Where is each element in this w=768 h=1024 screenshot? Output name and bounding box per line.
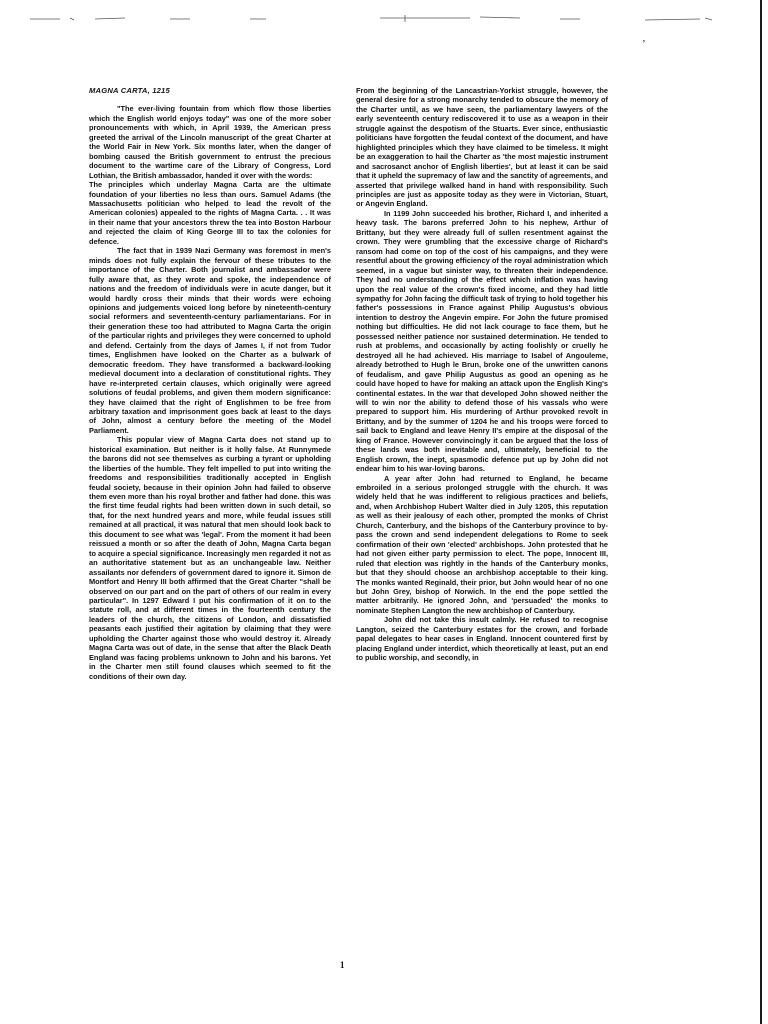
scan-mark: ʼ	[642, 38, 646, 50]
paragraph: "The ever-living fountain from which flow those liberties which the English world enjoys today" was one of the more sober pronouncements with which, in April 1939, the American press greeted the arrival of the Lincoln manuscript of the great Charter at the World Fair in New York. Six months later, when the danger of bombing caused the British government to entrust the precious document to the wartime care of the Library of Congress, Lord Lothian, the British ambassador, handed it over with the words:	[89, 104, 331, 180]
paragraph: A year after John had returned to England, he became embroiled in a serious prolonged struggle with the church. It was widely held that he was indifferent to religious practices and beliefs, and, when Archbishop Hubert Walter died in July 1205, this reputation as well as their jealousy of each other, prompted the monks of Christ Church, Canterbury, and the bishops of the Canterbury province to by-pass the crown and send independent delegations to Rome to seek confirmation of their own 'elected' archbishops. John protested that he had not given either party permission to elect. The pope, Innocent III, ruled that election was rightly in the hands of the Canterbury monks, but that they should choose an archbishop acceptable to their king. The monks wanted Reginald, their prior, but John would hear of no one but John Grey, bishop of Norwich. In the end the pope settled the matter arbitrarily. He ignored John, and 'persuaded' the monks to nominate Stephen Langton the new archbishop of Canterbury.	[356, 473, 608, 615]
left-column	[89, 86, 331, 681]
page-number: 1	[340, 960, 345, 970]
paragraph: The fact that in 1939 Nazi Germany was foremost in men's minds does not fully explain the fervour of these tributes to the importance of the Charter. Both journalist and ambassador were fully aware that, as they wrote and spoke, the independence of nations and the freedom of individuals were in acute danger, but it would hardly cross their minds that their words were echoing opinions and judgements voiced long before by nineteenth-century social reformers and seventeenth-century parliamentarians. For in their generation these too had attributed to Magna Carta the origin of the particular rights and privileges they were concerned to uphold and defend. Certainly from the days of James I, if not from Tudor times, Englishmen have looked on the Charter as a bulwark of democratic freedom. They have transformed a backward-looking medieval document into a declaration of constitutional rights. They have re-interpreted certain clauses, which originally were agreed solutions of feudal problems, and given them modern significance: they have claimed that the right of Englishmen to be free from arbitrary taxation and imprisonment goes back at least to the days of John, almost a century before the meeting of the Model Parliament.	[89, 246, 331, 435]
paragraph: In 1199 John succeeded his brother, Richard I, and inherited a heavy task. The barons preferred John to his nephew, Arthur of Brittany, but they were already full of sullen resentment against the crown. They were grumbling that the excessive charge of Richard's ransom had come on top of the cost of his campaigns, and they were resentful about the growing efficiency of the royal administration which seemed, in a vague but sinister way, to threaten their independence. They had no understanding of the effect which inflation was having upon the real value of the crown's fixed income, and they had little sympathy for John facing the difficult task of trying to hold together his father's possessions in France against Philip Augustus's obvious intention to destroy the Angevin empire. For John the future promised nothing but difficulties. He did not lack courage to face them, but he possessed neither patience nor sustained determination. He tended to rush at problems, and occasionally by acting foolishly or cruelly he destroyed all he had achieved. His marriage to Isabel of Angouleme, already betrothed to Hugh le Brun, broke one of the unwritten canons of feudalism, and gave Philip Augustus as good an opening as he could have hoped to have for making an attack upon the English King's continental estates. In the war that developed John showed neither the will to win nor the ability to defend those of his vassals who were prepared to support him. His murdering of Arthur provoked revolt in Brittany, and by the summer of 1204 he and his troops were forced to sail back to England and leave Henry II's empire at the disposal of the king of France. However convincingly it can be argued that the loss of these lands was both inevitable and, ultimately, beneficial to the English crown, the inept, spasmodic defence put up by John did not endear him to his war-loving barons.	[356, 208, 608, 474]
paragraph: John did not take this insult calmly. He refused to recognise Langton, seized the Canterbury estates for the crown, and forbade papal delegates to hear cases in England. Innocent countered first by placing England under interdict, which theoretically at least, put an end to public worship, and secondly, in	[356, 615, 608, 663]
block-quote: The principles which underlay Magna Carta are the ultimate foundation of your liberties no less than ours. Samuel Adams (the Massachusetts politician who helped to lead the revolt of the American colonies) appealed to the rights of Magna Carta. . . It was in their name that your ancestors threw the tea into Boston Harbour and rejected the claim of King George III to tax the colonies for defence.	[89, 180, 331, 246]
scan-edge-line	[760, 0, 762, 1024]
document-title: MAGNA CARTA, 1215	[89, 86, 170, 95]
scan-artifact-top	[0, 12, 768, 26]
paragraph: From the beginning of the Lancastrian-Yorkist struggle, however, the general desire for a strong monarchy tended to obscure the memory of the Charter until, as we have seen, the parliamentary lawyers of the early seventeenth century rediscovered it to use as a weapon in their struggle against the despotism of the Stuarts. Ever since, enthusiastic politicians have forgotten the feudal context of the document, and have highlighted principles which they have claimed to be timeless. It might be an exaggeration to hail the Charter as 'the most majestic instrument and sacrosanct anchor of English liberties', but at least it can be said that it upheld the supremacy of law and the sanctity of agreements, and asserted that privilege walked hand in hand with responsibility. Such principles are just as apposite today as they were in Victorian, Stuart, or Angevin England.	[356, 86, 608, 209]
right-column	[356, 86, 608, 663]
paragraph: This popular view of Magna Carta does not stand up to historical examination. But neither is it holly false. At Runnymede the barons did not see themselves as curbing a tyrant or upholding the liberties of the humble. They felt impelled to put into writing the freedoms and responsibilities traditionally accepted in English feudal society, because in their opinion John had failed to observe them even more than his royal brother and father had done. this was the first time feudal rights had been written down in such detail, so that, for the next hundred years and more, while feudal issues still remained at all practical, it was natural that men should look back to this document to see what was 'legal'. From the moment it had been reissued a month or so after the death of John, Magna Carta began to acquire a special significance. Increasingly men regarded it not as an authoritative statement but as an unchangeable law. Neither assailants nor defenders of government dared to ignore it. Simon de Montfort and Henry III both affirmed that the Great Charter "shall be observed on our part and on the part of others of our realm in every particular". In 1297 Edward I put his confirmation of it on to the statute roll, and at different times in the fourteenth century the leaders of the church, the citizens of London, and dissatisfied peasants each justified their agitation by claiming that they were upholding the Charter against those who would destroy it. Already Magna Carta was out of date, in the sense that after the Black Death England was facing problems unknown to John and his barons. Yet in the Charter men still found clauses which seemed to fit the conditions of their own day.	[89, 435, 331, 681]
